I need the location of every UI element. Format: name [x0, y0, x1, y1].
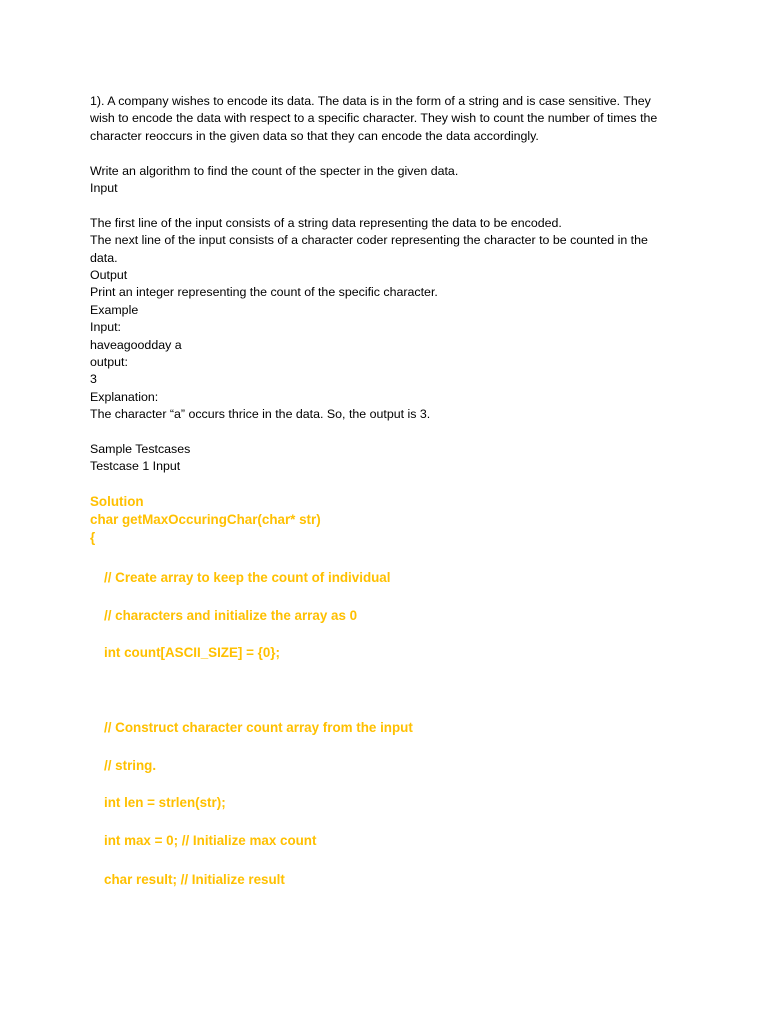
task-line: Write an algorithm to find the count of the specter in the given data. [90, 163, 459, 178]
testcases [90, 441, 682, 476]
example-input-label: Input: [90, 320, 122, 335]
code-line: // string. [104, 758, 157, 773]
problem-line: wish to encode the data with respect to a specific character. They wish to count the number of times the [90, 111, 658, 126]
code-line: int len = strlen(str); [104, 795, 226, 810]
code-line: // characters and initialize the array as 0 [104, 608, 358, 623]
example-output-value: 3 [90, 372, 97, 387]
solution-heading: Solution [90, 494, 144, 509]
code-line: // Create array to keep the count of individual [104, 570, 391, 585]
problem-statement [90, 93, 682, 145]
task-statement [90, 163, 682, 198]
code-line: // Construct character count array from the input [104, 720, 413, 735]
code-line: int count[ASCII_SIZE] = {0}; [104, 645, 280, 660]
paragraph-gap [90, 145, 682, 162]
paragraph-gap [90, 197, 682, 214]
solution-header [90, 493, 690, 547]
detail-line: The next line of the input consists of a character coder representing the character to be counted in the [90, 233, 648, 248]
testcase-label: Testcase 1 Input [90, 459, 181, 474]
function-signature: char getMaxOccuringChar(char* str) [90, 512, 321, 527]
code-line: char result; // Initialize result [104, 872, 285, 887]
testcases-heading: Sample Testcases [90, 442, 191, 457]
detail-line: data. [90, 250, 118, 265]
example-input-value: haveagoodday a [90, 337, 182, 352]
code-line: int max = 0; // Initialize max count [104, 833, 317, 848]
problem-line: character reoccurs in the given data so that they can encode the data accordingly. [90, 128, 539, 143]
detail-line: The first line of the input consists of a string data representing the data to be encoded. [90, 215, 562, 230]
detail-line: Print an integer representing the count of the specific character. [90, 285, 438, 300]
io-details [90, 215, 682, 424]
input-heading: Input [90, 181, 118, 196]
paragraph-gap [90, 424, 682, 441]
open-brace: { [90, 530, 96, 545]
output-heading: Output [90, 268, 128, 283]
example-output-label: output: [90, 355, 128, 370]
explanation-label: Explanation: [90, 389, 159, 404]
explanation-text: The character “a” occurs thrice in the data. So, the output is 3. [90, 407, 431, 422]
question-text [90, 93, 682, 476]
problem-line: 1). A company wishes to encode its data. The data is in the form of a string and is case sensitive. They [90, 94, 651, 108]
example-heading: Example [90, 302, 139, 317]
